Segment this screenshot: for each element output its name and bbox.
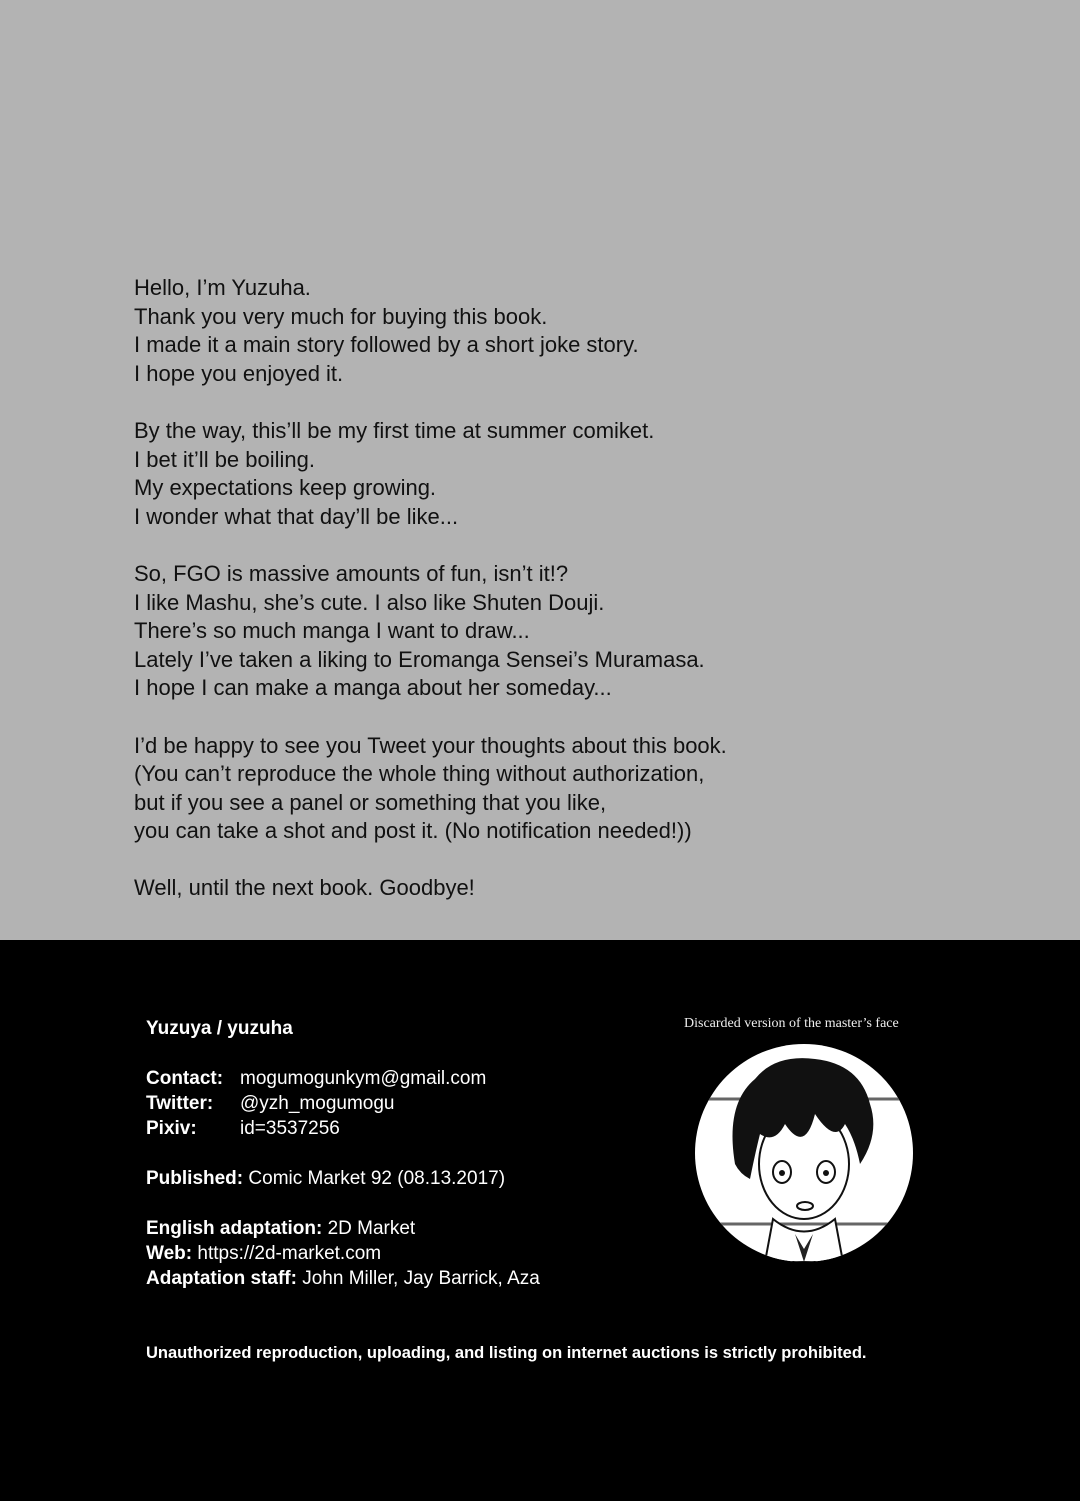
letter-line: (You can’t reproduce the whole thing without authorization, bbox=[134, 761, 705, 787]
pixiv-label: Pixiv: bbox=[146, 1118, 197, 1139]
adaptation-value: 2D Market bbox=[327, 1218, 416, 1239]
letter-paragraph bbox=[134, 874, 934, 903]
portrait-caption: Discarded version of the master’s face bbox=[684, 1016, 899, 1031]
letter-line: I’d be happy to see you Tweet your thoughts about this book. bbox=[134, 732, 727, 758]
contact-email: mogumogunkym@gmail.com bbox=[240, 1068, 487, 1089]
letter-paragraph bbox=[134, 417, 934, 531]
published-label: Published: bbox=[146, 1168, 244, 1189]
letter-line: I bet it’ll be boiling. bbox=[134, 446, 315, 472]
letter-line: I hope I can make a manga about her someday... bbox=[134, 675, 612, 701]
letter-line: but if you see a panel or something that you like, bbox=[134, 789, 607, 815]
circle-name: Yuzuya / yuzuha bbox=[146, 1018, 293, 1039]
pixiv-id: id=3537256 bbox=[240, 1118, 340, 1139]
contact-label: Contact: bbox=[146, 1068, 224, 1089]
letter-line: My expectations keep growing. bbox=[134, 475, 437, 501]
letter-line: By the way, this’ll be my first time at summer comiket. bbox=[134, 417, 655, 443]
letter-line: I wonder what that day’ll be like... bbox=[134, 503, 459, 529]
twitter-handle: @yzh_mogumogu bbox=[240, 1093, 395, 1114]
letter-line: you can take a shot and post it. (No notification needed!)) bbox=[134, 818, 692, 844]
letter-line: I like Mashu, she’s cute. I also like Shuten Douji. bbox=[134, 589, 605, 615]
web-label: Web: bbox=[146, 1243, 193, 1264]
web-value: https://2d-market.com bbox=[197, 1243, 382, 1264]
letter-line: Well, until the next book. Goodbye! bbox=[134, 875, 475, 901]
portrait-illustration bbox=[695, 1044, 913, 1262]
letter-line: Thank you very much for buying this book. bbox=[134, 303, 548, 329]
letter-line: Hello, I’m Yuzuha. bbox=[134, 275, 311, 300]
letter-line: There’s so much manga I want to draw... bbox=[134, 618, 530, 644]
letter-line: I hope you enjoyed it. bbox=[134, 360, 344, 386]
letter-paragraph bbox=[134, 732, 934, 846]
staff-value: John Miller, Jay Barrick, Aza bbox=[302, 1268, 540, 1289]
staff-label: Adaptation staff: bbox=[146, 1268, 297, 1289]
letter-paragraph bbox=[134, 274, 934, 388]
letter-paragraph bbox=[134, 560, 934, 703]
credits bbox=[146, 1016, 646, 1291]
letter-line: I made it a main story followed by a short joke story. bbox=[134, 332, 639, 358]
twitter-label: Twitter: bbox=[146, 1093, 214, 1114]
letter-line: Lately I’ve taken a liking to Eromanga Sensei’s Muramasa. bbox=[134, 646, 705, 672]
published-value: Comic Market 92 (08.13.2017) bbox=[248, 1168, 506, 1189]
letter-line: So, FGO is massive amounts of fun, isn’t it!? bbox=[134, 560, 569, 586]
afterword-letter bbox=[134, 274, 934, 932]
copyright-warning: Unauthorized reproduction, uploading, and listing on internet auctions is strictly prohibited. bbox=[146, 1344, 867, 1362]
colophon-section bbox=[0, 940, 1080, 1501]
adaptation-label: English adaptation: bbox=[146, 1218, 323, 1239]
